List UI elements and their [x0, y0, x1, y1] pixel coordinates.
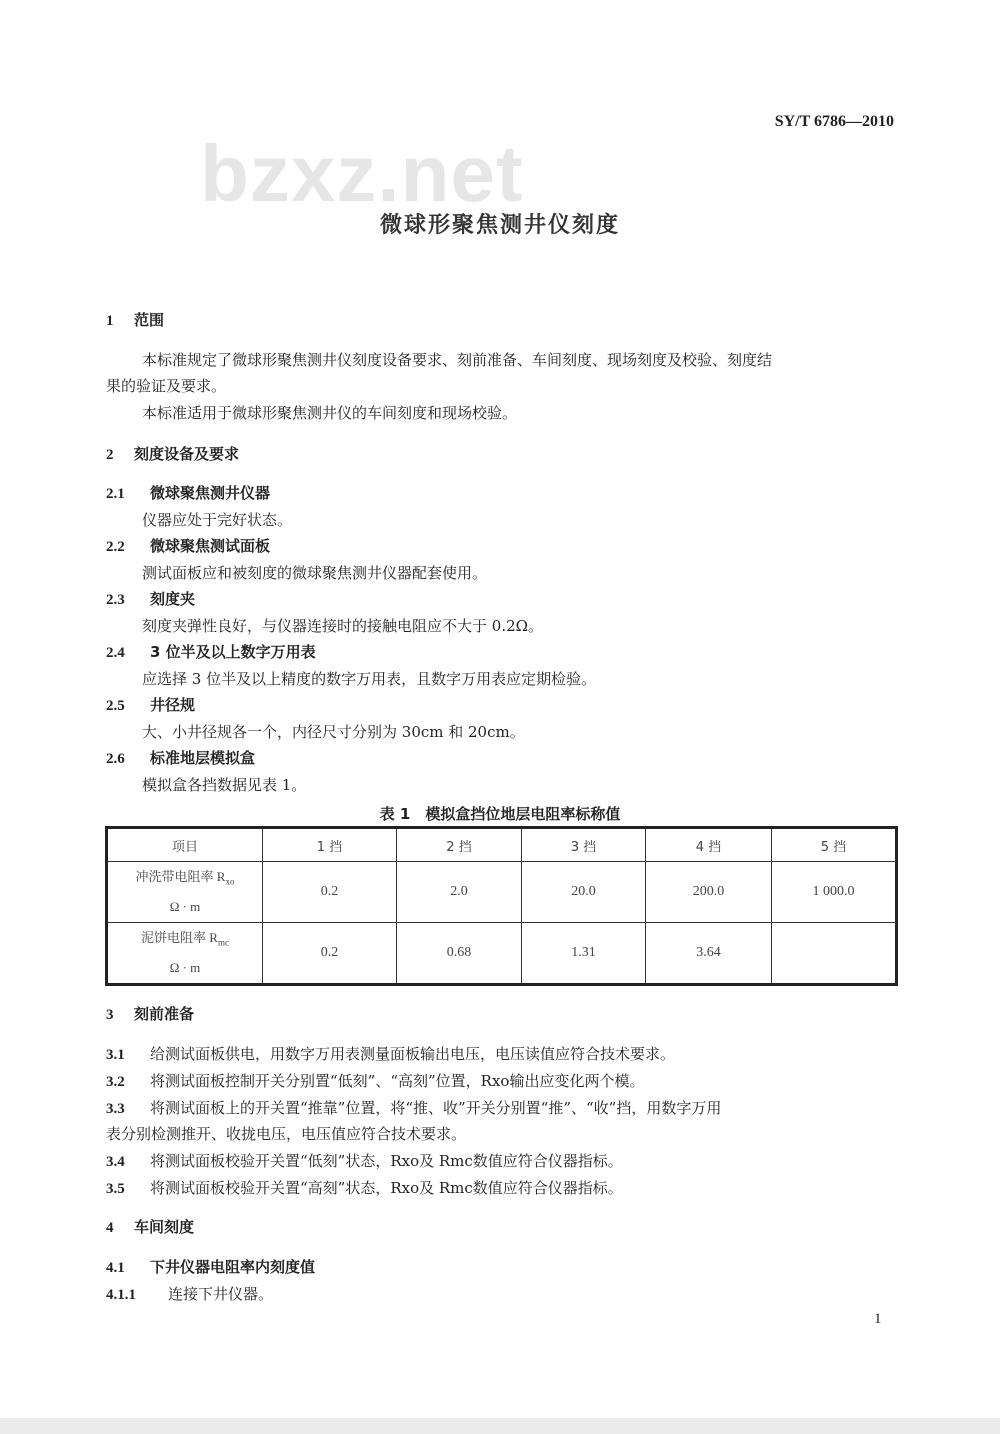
- row-label: 泥饼电阻率 $R_{mc}$ Ω · m: [107, 923, 263, 985]
- subsection-heading: 2.3 刻度夹: [106, 590, 196, 608]
- paragraph: 刻度夹弹性良好，与仪器连接时的接触电阻应不大于 0.2Ω。: [142, 617, 544, 635]
- table-header-cell: 1 挡: [263, 828, 397, 862]
- paragraph: 大、小井径规各一个，内径尺寸分别为 30cm 和 20cm。: [142, 723, 525, 741]
- table-cell: 200.0: [646, 862, 772, 923]
- standard-code: SY/T 6786—2010: [774, 113, 894, 130]
- document-title: 微球形聚焦测井仪刻度: [379, 213, 620, 238]
- subsection-heading: 2.5 井径规: [106, 696, 196, 714]
- bottom-strip: [0, 1418, 1000, 1434]
- watermark: bzxz.net: [200, 129, 524, 218]
- clause: 3.2 将测试面板控制开关分别置“低刻”、“高刻”位置，Rxo输出应变化两个模。: [106, 1072, 645, 1090]
- section-2-heading: [106, 444, 239, 465]
- table-cell: 0.2: [263, 862, 397, 923]
- section-title: 刻度设备及要求: [134, 445, 240, 463]
- clause: 4.1.1 连接下井仪器。: [106, 1285, 274, 1303]
- paragraph: 表分别检测推开、收拢电压，电压值应符合技术要求。: [106, 1125, 467, 1143]
- paragraph: 模拟盒各挡数据见表 1。: [142, 776, 307, 794]
- row-label: 冲洗带电阻率 $R_{xo}$ Ω · m: [107, 862, 263, 923]
- table-header-cell: 项目: [107, 828, 263, 862]
- data-table: [105, 826, 898, 986]
- table-header-cell: 3 挡: [522, 828, 646, 862]
- table-header-row: [107, 828, 897, 862]
- table-caption: 表 1 模拟盒挡位地层电阻率标称值: [379, 805, 621, 823]
- table-cell: 2.0: [397, 862, 522, 923]
- subsection-heading: 2.4 3 位半及以上数字万用表: [106, 643, 316, 661]
- section-3-heading: 3 刻前准备: [106, 1005, 195, 1023]
- paragraph: 果的验证及要求。: [106, 377, 227, 395]
- paragraph: 本标准适用于微球形聚焦测井仪的车间刻度和现场校验。: [142, 404, 518, 422]
- paragraph: 仪器应处于完好状态。: [142, 511, 293, 529]
- clause: 3.5 将测试面板校验开关置“高刻”状态，Rxo及 Rmc数值应符合仪器指标。: [106, 1179, 623, 1197]
- table-cell: 20.0: [522, 862, 646, 923]
- table-cell: 3.64: [646, 923, 772, 985]
- subsection-heading: 2.1 微球聚焦测井仪器: [106, 484, 271, 502]
- table-cell: 0.2: [263, 923, 397, 985]
- subsection-heading: 2.2 微球聚焦测试面板: [106, 537, 271, 555]
- table-cell: 0.68: [397, 923, 522, 985]
- table-row: [107, 923, 897, 985]
- section-1-heading: [106, 310, 164, 331]
- paragraph: 测试面板应和被刻度的微球聚焦测井仪器配套使用。: [142, 564, 488, 582]
- clause: 3.3 将测试面板上的开关置“推靠”位置，将“推、收”开关分别置“推”、“收”挡，用数字万用: [106, 1099, 722, 1117]
- clause: 3.4 将测试面板校验开关置“低刻”状态，Rxo及 Rmc数值应符合仪器指标。: [106, 1152, 623, 1170]
- subsection-heading: 4.1 下井仪器电阻率内刻度值: [106, 1258, 316, 1276]
- section-number: 2: [106, 447, 114, 463]
- page-number: 1: [874, 1311, 882, 1327]
- paragraph: 本标准规定了微球形聚焦测井仪刻度设备要求、刻前准备、车间刻度、现场刻度及校验、刻度结: [142, 351, 773, 369]
- clause: 3.1 给测试面板供电，用数字万用表测量面板输出电压，电压读值应符合技术要求。: [106, 1045, 676, 1063]
- table-cell: 1.31: [522, 923, 646, 985]
- table-row: [107, 862, 897, 923]
- section-4-heading: 4 车间刻度: [106, 1218, 195, 1236]
- paragraph: 应选择 3 位半及以上精度的数字万用表，且数字万用表应定期检验。: [142, 670, 597, 688]
- subsection-heading: 2.6 标准地层模拟盒: [106, 749, 256, 767]
- section-title: 范围: [134, 311, 165, 329]
- section-number: 1: [106, 313, 114, 329]
- table-cell: [772, 923, 897, 985]
- table-header-cell: 2 挡: [397, 828, 522, 862]
- table-cell: 1 000.0: [772, 862, 897, 923]
- table-header-cell: 5 挡: [772, 828, 897, 862]
- table-header-cell: 4 挡: [646, 828, 772, 862]
